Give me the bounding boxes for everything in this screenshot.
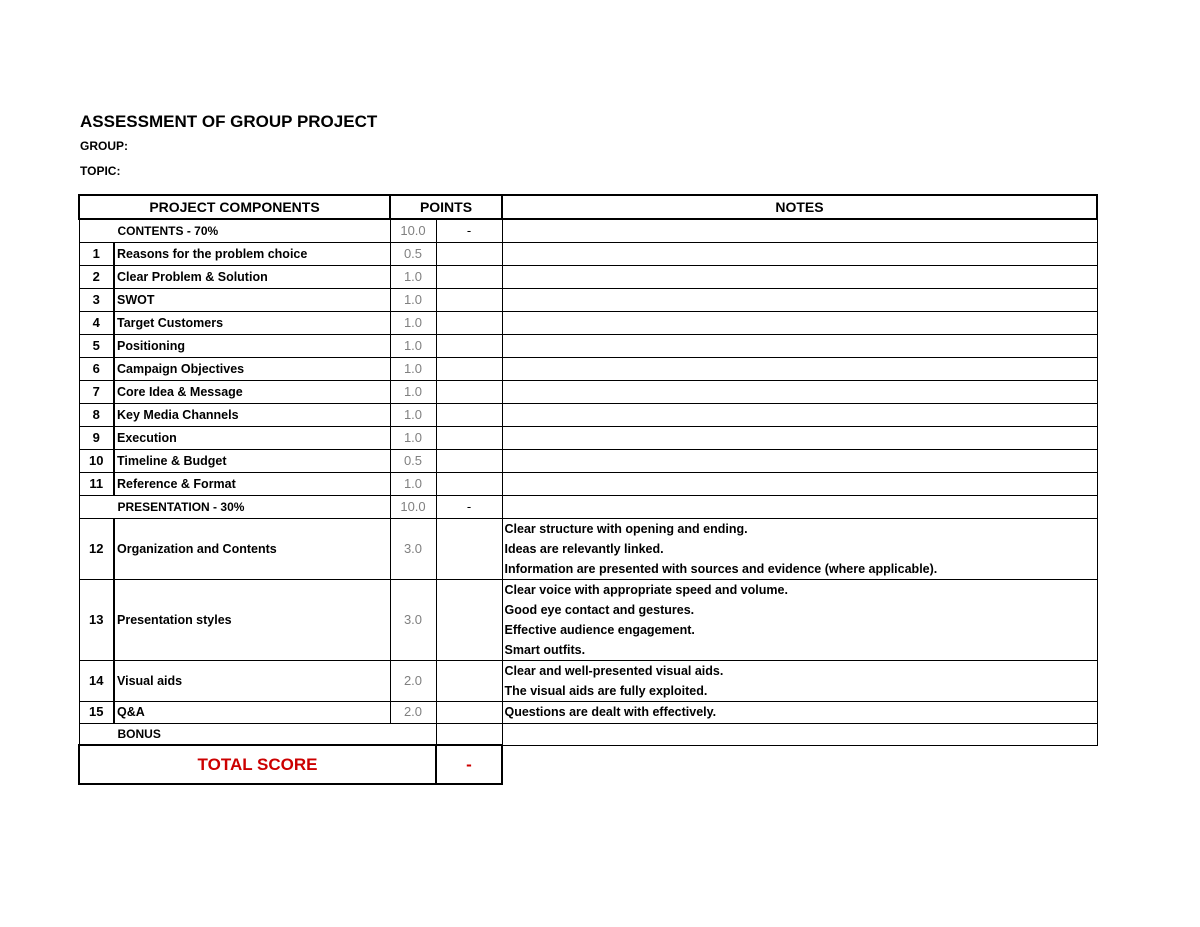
item-points: 1.0 bbox=[390, 334, 436, 357]
item-number: 13 bbox=[79, 579, 114, 660]
presentation-section-score: - bbox=[436, 495, 502, 518]
topic-label: TOPIC: bbox=[80, 164, 121, 178]
header-row bbox=[79, 195, 1097, 219]
score-cell[interactable] bbox=[436, 334, 502, 357]
notes-cell[interactable] bbox=[502, 449, 1097, 472]
table-row bbox=[79, 579, 1097, 660]
score-cell[interactable] bbox=[436, 380, 502, 403]
notes-cell[interactable] bbox=[502, 579, 1097, 660]
item-name: Q&A bbox=[114, 701, 390, 723]
notes-cell[interactable] bbox=[502, 311, 1097, 334]
item-number: 6 bbox=[79, 357, 114, 380]
note-line: Clear voice with appropriate speed and volume. bbox=[504, 582, 788, 597]
total-score-value: - bbox=[436, 745, 502, 784]
item-points: 1.0 bbox=[390, 426, 436, 449]
notes-cell[interactable] bbox=[502, 660, 1097, 701]
item-points: 0.5 bbox=[390, 449, 436, 472]
item-points: 1.0 bbox=[390, 357, 436, 380]
item-number: 12 bbox=[79, 518, 114, 579]
item-number: 5 bbox=[79, 334, 114, 357]
score-cell[interactable] bbox=[436, 403, 502, 426]
score-cell[interactable] bbox=[436, 472, 502, 495]
note-line: Smart outfits. bbox=[504, 642, 586, 657]
item-number: 8 bbox=[79, 403, 114, 426]
note-line: Questions are dealt with effectively. bbox=[504, 705, 717, 719]
notes-cell[interactable] bbox=[502, 357, 1097, 380]
assessment-table bbox=[78, 194, 1098, 785]
item-number: 7 bbox=[79, 380, 114, 403]
score-cell[interactable] bbox=[436, 579, 502, 660]
header-components: PROJECT COMPONENTS bbox=[79, 195, 390, 219]
item-number: 9 bbox=[79, 426, 114, 449]
notes-cell[interactable] bbox=[502, 219, 1097, 242]
note-line: Effective audience engagement. bbox=[504, 622, 695, 637]
page-title: ASSESSMENT OF GROUP PROJECT bbox=[80, 112, 378, 131]
note-line: The visual aids are fully exploited. bbox=[504, 683, 708, 698]
note-line: Information are presented with sources and evidence (where applicable). bbox=[504, 561, 938, 576]
table-row bbox=[79, 403, 1097, 426]
item-name: Clear Problem & Solution bbox=[114, 265, 390, 288]
presentation-section-label: PRESENTATION - 30% bbox=[79, 495, 390, 518]
score-cell[interactable] bbox=[436, 660, 502, 701]
notes-cell[interactable] bbox=[502, 495, 1097, 518]
score-cell[interactable] bbox=[436, 426, 502, 449]
score-cell[interactable] bbox=[436, 311, 502, 334]
notes-cell[interactable] bbox=[502, 472, 1097, 495]
notes-cell[interactable] bbox=[502, 288, 1097, 311]
table-row bbox=[79, 265, 1097, 288]
item-name: Visual aids bbox=[114, 660, 390, 701]
item-points: 3.0 bbox=[390, 518, 436, 579]
item-number: 1 bbox=[79, 242, 114, 265]
table-row bbox=[79, 472, 1097, 495]
notes-cell[interactable] bbox=[502, 426, 1097, 449]
item-number: 14 bbox=[79, 660, 114, 701]
notes-cell[interactable] bbox=[502, 518, 1097, 579]
header-notes: NOTES bbox=[502, 195, 1097, 219]
item-name: Core Idea & Message bbox=[114, 380, 390, 403]
item-points: 2.0 bbox=[390, 701, 436, 723]
item-points: 0.5 bbox=[390, 242, 436, 265]
contents-section-label: CONTENTS - 70% bbox=[79, 219, 390, 242]
bonus-label: BONUS bbox=[79, 723, 436, 745]
item-points: 1.0 bbox=[390, 311, 436, 334]
item-name: Reference & Format bbox=[114, 472, 390, 495]
item-number: 11 bbox=[79, 472, 114, 495]
table-row bbox=[79, 288, 1097, 311]
item-number: 15 bbox=[79, 701, 114, 723]
total-row bbox=[79, 745, 1097, 784]
table-row bbox=[79, 334, 1097, 357]
score-cell[interactable] bbox=[436, 357, 502, 380]
notes-cell[interactable] bbox=[502, 723, 1097, 745]
item-name: Key Media Channels bbox=[114, 403, 390, 426]
presentation-section-points: 10.0 bbox=[390, 495, 436, 518]
item-name: Reasons for the problem choice bbox=[114, 242, 390, 265]
score-cell[interactable] bbox=[436, 518, 502, 579]
presentation-section-row bbox=[79, 495, 1097, 518]
notes-cell[interactable] bbox=[502, 242, 1097, 265]
note-line: Clear structure with opening and ending. bbox=[504, 521, 748, 536]
score-cell[interactable] bbox=[436, 288, 502, 311]
item-name: Organization and Contents bbox=[114, 518, 390, 579]
table-row bbox=[79, 357, 1097, 380]
table-row bbox=[79, 380, 1097, 403]
bonus-row bbox=[79, 723, 1097, 745]
item-points: 3.0 bbox=[390, 579, 436, 660]
table-row bbox=[79, 660, 1097, 701]
item-name: Timeline & Budget bbox=[114, 449, 390, 472]
item-name: Positioning bbox=[114, 334, 390, 357]
table-row bbox=[79, 449, 1097, 472]
item-points: 2.0 bbox=[390, 660, 436, 701]
item-number: 10 bbox=[79, 449, 114, 472]
contents-section-points: 10.0 bbox=[390, 219, 436, 242]
item-name: SWOT bbox=[114, 288, 390, 311]
item-points: 1.0 bbox=[390, 472, 436, 495]
bonus-score-cell[interactable] bbox=[436, 723, 502, 745]
table-row bbox=[79, 518, 1097, 579]
score-cell[interactable] bbox=[436, 265, 502, 288]
item-number: 3 bbox=[79, 288, 114, 311]
item-points: 1.0 bbox=[390, 265, 436, 288]
note-line: Good eye contact and gestures. bbox=[504, 602, 695, 617]
score-cell[interactable] bbox=[436, 701, 502, 723]
table-row bbox=[79, 242, 1097, 265]
notes-cell[interactable] bbox=[502, 380, 1097, 403]
item-name: Target Customers bbox=[114, 311, 390, 334]
header-points: POINTS bbox=[390, 195, 502, 219]
item-points: 1.0 bbox=[390, 380, 436, 403]
score-cell[interactable] bbox=[436, 449, 502, 472]
item-name: Presentation styles bbox=[114, 579, 390, 660]
item-number: 2 bbox=[79, 265, 114, 288]
contents-section-row bbox=[79, 219, 1097, 242]
group-label: GROUP: bbox=[80, 139, 128, 153]
total-score-label: TOTAL SCORE bbox=[79, 745, 436, 784]
table-row bbox=[79, 311, 1097, 334]
notes-cell[interactable] bbox=[502, 265, 1097, 288]
table-row bbox=[79, 701, 1097, 723]
item-points: 1.0 bbox=[390, 288, 436, 311]
item-number: 4 bbox=[79, 311, 114, 334]
item-name: Campaign Objectives bbox=[114, 357, 390, 380]
notes-cell[interactable] bbox=[502, 334, 1097, 357]
notes-cell[interactable] bbox=[502, 701, 1097, 723]
item-name: Execution bbox=[114, 426, 390, 449]
note-line: Ideas are relevantly linked. bbox=[504, 541, 664, 556]
table-row bbox=[79, 426, 1097, 449]
score-cell[interactable] bbox=[436, 242, 502, 265]
contents-section-score: - bbox=[436, 219, 502, 242]
item-points: 1.0 bbox=[390, 403, 436, 426]
notes-cell[interactable] bbox=[502, 403, 1097, 426]
note-line: Clear and well-presented visual aids. bbox=[504, 663, 724, 678]
